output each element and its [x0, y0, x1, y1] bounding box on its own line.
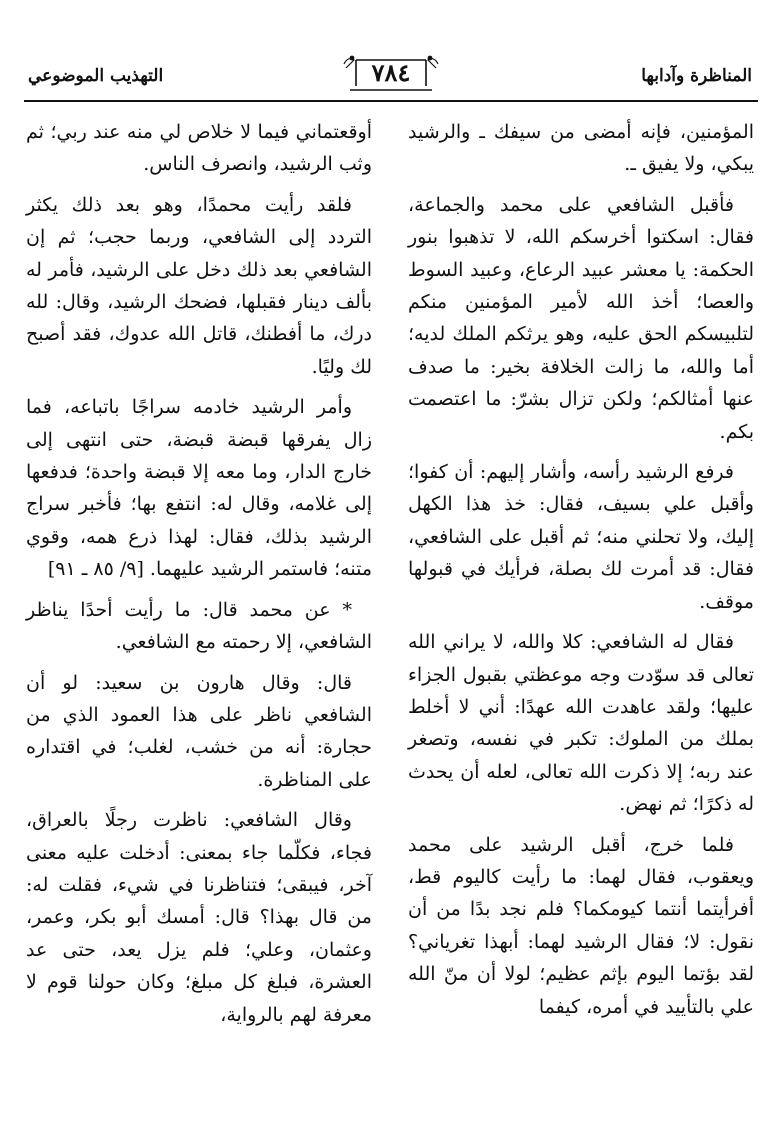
paragraph: فأقبل الشافعي على محمد والجماعة، فقال: اسكتوا أخرسكم الله، لا تذهبوا بنور الحكمة: يا معشر عبيد الرعاع، وعبيد السوط والعصا؛ أخذ الله لأمير المؤمنين منكم لتلبيسكم الحق عليه، وهو يرثكم الملك لديه؛ أما والله، ما زالت الخلافة بخير: ما صدف عنها أمثالكم؛ ولكن تزال بشرّ: ما اعتصمت بكم. [408, 193, 754, 443]
paragraph: وأمر الرشيد خادمه سراجًا باتباعه، فما زال يفرقها قبضة قبضة، حتى انتهى إلى خارج الدار، وما معه إلا قبضة واحدة؛ فدفعها إلى غلامه، وقال له: انتفع بها؛ فأخبر سراج الرشيد بذلك، فقال: لهذا ذرع همه، وقوي متنه؛ فاستمر الرشيد عليهما. [٩/ ٨٥ ـ ٩١] [26, 396, 372, 581]
paragraph: المؤمنين، فإنه أمضى من سيفك ـ والرشيد يبكي، ولا يفيق ـ. [408, 121, 754, 176]
paragraph: فرفع الرشيد رأسه، وأشار إليهم: أن كفوا؛ وأقبل علي بسيف، فقال: خذ هذا الكهل إليك، ولا تحلني منه؛ ثم أقبل على الشافعي، فقال: قد أمرت لك بصلة، فرأيك في قبولها موقف. [408, 461, 754, 613]
page-number-frame [342, 54, 440, 92]
book-title: التهذيب الموضوعي [28, 66, 164, 86]
page-header [24, 52, 758, 96]
header-divider [24, 100, 758, 102]
paragraph: أوقعتماني فيما لا خلاص لي منه عند ربي؛ ثم وثب الرشيد، وانصرف الناس. [26, 121, 372, 176]
paragraph: وقال الشافعي: ناظرت رجلًا بالعراق، فجاء، فكلّما جاء بمعنى: أدخلت عليه معنى آخر، فيبقى؛ فتناظرنا في شيء، فقلت له: من قال بهذا؟ قال: أمسك أبو بكر، وعمر، وعثمان، وعلي؛ فلم يزل يعد، حتى عد العشرة، فبلغ كل مبلغ؛ وكان حولنا قوم لا معرفة لهم بالرواية، [26, 809, 372, 1026]
paragraph: قال: وقال هارون بن سعيد: لو أن الشافعي ناظر على هذا العمود الذي من حجارة: أنه من خشب، لغلب؛ في اقتداره على المناظرة. [26, 671, 372, 791]
left-column [26, 116, 372, 1039]
paragraph: فلما خرج، أقبل الرشيد على محمد ويعقوب، فقال لهما: ما رأيت كاليوم قط، أفرأيتما أنتما كيومكما؟ فلم نجد بدًا من أن نقول: لا؛ فقال الرشيد لهما: أبهذا تغرياني؟ لقد بؤتما اليوم بإثم عظيم؛ لولا أن منّ الله علي بالتأييد في أمره، كيفما [408, 833, 754, 1018]
paragraph: * عن محمد قال: ما رأيت أحدًا يناظر الشافعي، إلا رحمته مع الشافعي. [26, 598, 372, 654]
page-number: ٧٨٤ [371, 58, 411, 87]
paragraph: فلقد رأيت محمدًا، وهو بعد ذلك يكثر التردد إلى الشافعي، وربما حجب؛ ثم إن الشافعي بعد ذلك دخل على الرشيد، فأمر له بألف دينار فقبلها، فضحك الرشيد، وقال: لله درك، ما أفطنك، قاتل الله عدوك، فقد أصبح لك وليًا. [26, 193, 372, 378]
right-column [408, 116, 754, 1031]
paragraph: فقال له الشافعي: كلا والله، لا يراني الله تعالى قد سوّدت وجه موعظتي بقبول الجزاء عليها؛ ولقد عاهدت الله عهدًا: أني لا أخلط بملك من الملوك: تكبر في نفسه، وتصغر عند ربه؛ إلا ذكرت الله تعالى، لعله أن يحدث له ذكرًا؛ ثم نهض. [408, 631, 754, 816]
section-title: المناظرة وآدابها [641, 66, 752, 86]
